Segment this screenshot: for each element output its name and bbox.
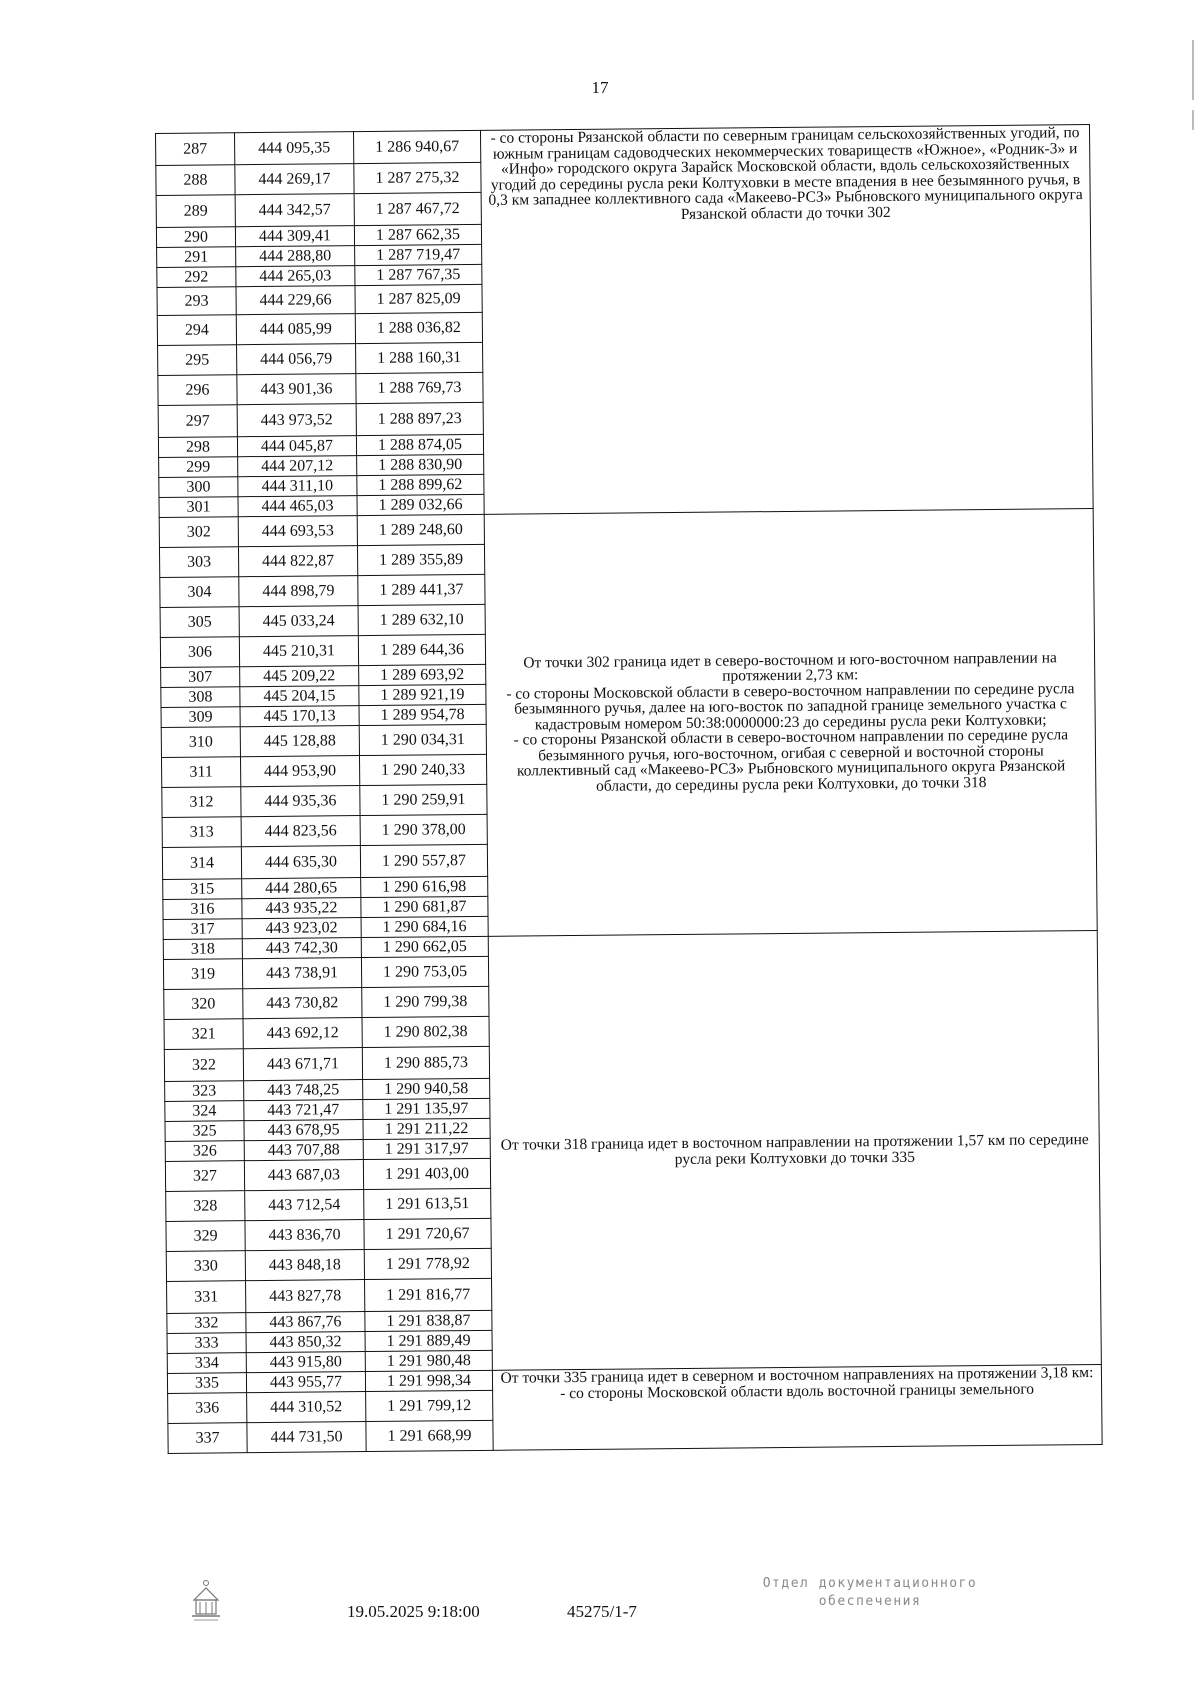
page-number: 17	[591, 78, 609, 97]
point-number: 295	[158, 345, 237, 376]
y-coordinate: 1 291 778,92	[364, 1248, 491, 1279]
point-number: 310	[161, 727, 240, 758]
point-number: 293	[157, 287, 236, 316]
point-number: 289	[156, 195, 235, 228]
x-coordinate: 443 867,76	[246, 1312, 365, 1333]
y-coordinate: 1 291 816,77	[365, 1278, 492, 1311]
x-coordinate: 444 342,57	[235, 194, 354, 227]
point-number: 323	[165, 1081, 244, 1102]
point-number: 299	[159, 457, 238, 478]
x-coordinate: 443 915,80	[246, 1352, 365, 1373]
x-coordinate: 443 973,52	[237, 404, 356, 437]
point-number: 325	[165, 1121, 244, 1142]
y-coordinate: 1 291 720,67	[364, 1218, 491, 1249]
point-number: 301	[159, 497, 238, 518]
point-number: 291	[157, 247, 236, 268]
y-coordinate: 1 290 885,73	[362, 1046, 489, 1079]
y-coordinate: 1 286 940,67	[353, 130, 480, 163]
x-coordinate: 445 210,31	[239, 636, 358, 667]
point-number: 333	[167, 1333, 246, 1354]
y-coordinate: 1 289 032,66	[357, 494, 484, 515]
x-coordinate: 444 822,87	[238, 546, 357, 577]
y-coordinate: 1 288 036,82	[355, 312, 482, 343]
x-coordinate: 443 827,78	[246, 1280, 365, 1313]
point-number: 326	[165, 1141, 244, 1162]
table-row	[156, 125, 1090, 166]
y-coordinate: 1 287 662,35	[354, 224, 481, 245]
y-coordinate: 1 288 769,73	[356, 372, 483, 403]
y-coordinate: 1 290 034,31	[359, 724, 486, 755]
y-coordinate: 1 289 921,19	[359, 684, 486, 705]
x-coordinate: 443 748,25	[244, 1080, 363, 1101]
x-coordinate: 444 953,90	[240, 756, 359, 787]
x-coordinate: 443 692,12	[243, 1018, 362, 1049]
y-coordinate: 1 291 211,22	[363, 1118, 490, 1139]
point-number: 327	[165, 1161, 244, 1192]
y-coordinate: 1 287 825,09	[355, 284, 482, 313]
point-number: 312	[162, 787, 241, 818]
x-coordinate: 443 850,32	[246, 1332, 365, 1353]
boundary-description: От точки 302 граница идет в северо-восточном и юго-восточном направлении на протяжении 2,73 км: - со стороны Московской области в северо-восточном направлении по середине русла безымянного ручья, далее на юго-восток по западной границе земельного участка с кадастровым номером 50:38:0000000:23 до середины русла реки Колтуховки; - со стороны Рязанской области в северо-восточном направлении по середине русла безымянного ручья, юго-восточном, огибая с северной и восточной стороны коллективный сад «Макеево-РСЗ» Рыбновского муниципального округа Рязанской области, до середины русла реки Колтуховки, до точки 318	[484, 509, 1097, 937]
y-coordinate: 1 290 684,16	[361, 916, 488, 937]
x-coordinate: 444 635,30	[241, 846, 360, 879]
point-number: 314	[162, 847, 241, 880]
y-coordinate: 1 290 940,58	[363, 1078, 490, 1099]
y-coordinate: 1 287 467,72	[354, 192, 481, 225]
point-number: 334	[167, 1353, 246, 1374]
x-coordinate: 445 204,15	[240, 686, 359, 707]
y-coordinate: 1 290 378,00	[360, 814, 487, 845]
y-coordinate: 1 291 980,48	[365, 1350, 492, 1371]
point-number: 336	[168, 1393, 247, 1424]
footer-datetime: 19.05.2025 9:18:00	[347, 1602, 480, 1621]
y-coordinate: 1 289 248,60	[357, 514, 484, 545]
department-stamp	[720, 1575, 1020, 1611]
point-number: 320	[164, 989, 243, 1020]
point-number: 328	[166, 1191, 245, 1222]
y-coordinate: 1 291 403,00	[363, 1158, 490, 1189]
y-coordinate: 1 289 954,78	[359, 704, 486, 725]
point-number: 313	[162, 817, 241, 848]
x-coordinate: 444 265,03	[236, 266, 355, 287]
x-coordinate: 443 923,02	[242, 918, 361, 939]
y-coordinate: 1 288 897,23	[356, 402, 483, 435]
x-coordinate: 444 288,80	[236, 246, 355, 267]
y-coordinate: 1 290 802,38	[362, 1016, 489, 1047]
y-coordinate: 1 290 799,38	[362, 986, 489, 1017]
point-number: 329	[166, 1221, 245, 1252]
x-coordinate: 443 901,36	[237, 374, 356, 405]
x-coordinate: 445 209,22	[240, 666, 359, 687]
x-coordinate: 444 095,35	[235, 132, 354, 165]
y-coordinate: 1 287 719,47	[355, 244, 482, 265]
y-coordinate: 1 289 355,89	[357, 544, 484, 575]
x-coordinate: 443 955,77	[246, 1372, 365, 1393]
x-coordinate: 443 738,91	[242, 958, 361, 989]
x-coordinate: 444 823,56	[241, 816, 360, 847]
point-number: 287	[156, 133, 235, 166]
y-coordinate: 1 288 899,62	[357, 474, 484, 495]
x-coordinate: 444 310,52	[247, 1392, 366, 1423]
stamp-line-1: Отдел документационного	[762, 1576, 978, 1591]
point-number: 292	[157, 267, 236, 288]
y-coordinate: 1 290 681,87	[361, 896, 488, 917]
y-coordinate: 1 291 998,34	[365, 1370, 492, 1391]
point-number: 318	[163, 939, 242, 960]
point-number: 300	[159, 477, 238, 498]
point-number: 290	[156, 227, 235, 248]
x-coordinate: 444 229,66	[236, 286, 355, 315]
stamp-line-2: обеспечения	[818, 1594, 922, 1609]
x-coordinate: 443 742,30	[242, 938, 361, 959]
y-coordinate: 1 291 613,51	[364, 1188, 491, 1219]
x-coordinate: 445 033,24	[239, 606, 358, 637]
x-coordinate: 444 207,12	[238, 456, 357, 477]
x-coordinate: 443 707,88	[244, 1140, 363, 1161]
y-coordinate: 1 291 135,97	[363, 1098, 490, 1119]
x-coordinate: 443 935,22	[242, 898, 361, 919]
y-coordinate: 1 291 799,12	[366, 1390, 493, 1421]
point-number: 288	[156, 165, 235, 196]
point-number: 296	[158, 375, 237, 406]
y-coordinate: 1 288 874,05	[356, 434, 483, 455]
y-coordinate: 1 287 767,35	[355, 264, 482, 285]
x-coordinate: 443 687,03	[244, 1160, 363, 1191]
x-coordinate: 444 898,79	[239, 576, 358, 607]
x-coordinate: 443 836,70	[245, 1220, 364, 1251]
point-number: 337	[168, 1423, 247, 1454]
point-number: 319	[163, 959, 242, 990]
x-coordinate: 444 085,99	[236, 314, 355, 345]
x-coordinate: 443 712,54	[245, 1190, 364, 1221]
point-number: 302	[159, 517, 238, 548]
point-number: 304	[160, 577, 239, 608]
point-number: 294	[157, 315, 236, 346]
x-coordinate: 443 730,82	[243, 988, 362, 1019]
point-number: 311	[161, 757, 240, 788]
y-coordinate: 1 290 240,33	[359, 754, 486, 785]
point-number: 330	[166, 1251, 245, 1282]
point-number: 305	[160, 607, 239, 638]
y-coordinate: 1 290 662,05	[361, 936, 488, 957]
point-number: 308	[161, 687, 240, 708]
emblem-logo-icon	[188, 1578, 224, 1624]
y-coordinate: 1 291 668,99	[366, 1420, 493, 1451]
point-number: 322	[164, 1049, 243, 1082]
footer-document-code: 45275/1-7	[567, 1602, 637, 1621]
margin-mark	[1192, 40, 1194, 100]
point-number: 324	[165, 1101, 244, 1122]
boundary-coordinates-table	[155, 124, 1103, 1454]
x-coordinate: 445 128,88	[240, 726, 359, 757]
x-coordinate: 445 170,13	[240, 706, 359, 727]
x-coordinate: 443 848,18	[245, 1250, 364, 1281]
x-coordinate: 443 721,47	[244, 1100, 363, 1121]
y-coordinate: 1 291 317,97	[363, 1138, 490, 1159]
boundary-description: - со стороны Рязанской области по северным границам сельскохозяйственных угодий, по южным границам садоводческих некоммерческих товариществ «Южное», «Родник-3» и «Инфо» городского округа Зарайск Московской области, вдоль сельскохозяйственных угодий до середины русла реки Колтуховки в месте впадения в нее безымянного ручья, в 0,3 км западнее коллективного сада «Макеево-РСЗ» Рыбновского муниципального округа Рязанской области до точки 302	[480, 125, 1093, 515]
y-coordinate: 1 290 259,91	[360, 784, 487, 815]
x-coordinate: 444 311,10	[238, 476, 357, 497]
y-coordinate: 1 287 275,32	[354, 162, 481, 193]
y-coordinate: 1 289 693,92	[359, 664, 486, 685]
y-coordinate: 1 289 441,37	[358, 574, 485, 605]
point-number: 307	[161, 667, 240, 688]
point-number: 331	[167, 1281, 246, 1314]
x-coordinate: 444 465,03	[238, 496, 357, 517]
x-coordinate: 444 309,41	[235, 226, 354, 247]
point-number: 335	[167, 1373, 246, 1394]
y-coordinate: 1 290 557,87	[360, 844, 487, 877]
boundary-description: От точки 318 граница идет в восточном направлении на протяжении 1,57 км по середине русла реки Колтуховки до точки 335	[488, 930, 1101, 1370]
x-coordinate: 444 935,36	[241, 786, 360, 817]
point-number: 309	[161, 707, 240, 728]
y-coordinate: 1 290 753,05	[361, 956, 488, 987]
x-coordinate: 443 671,71	[243, 1048, 362, 1081]
y-coordinate: 1 290 616,98	[361, 876, 488, 897]
y-coordinate: 1 291 838,87	[365, 1310, 492, 1331]
point-number: 316	[163, 899, 242, 920]
x-coordinate: 444 056,79	[237, 344, 356, 375]
x-coordinate: 444 280,65	[242, 878, 361, 899]
x-coordinate: 444 269,17	[235, 164, 354, 195]
point-number: 306	[160, 637, 239, 668]
point-number: 303	[159, 547, 238, 578]
y-coordinate: 1 288 830,90	[357, 454, 484, 475]
point-number: 315	[163, 879, 242, 900]
point-number: 332	[167, 1313, 246, 1334]
point-number: 298	[158, 437, 237, 458]
boundary-description: От точки 335 граница идет в северном и восточном направлениях на протяжении 3,18 км: - со стороны Московской области вдоль восточной границы земельного	[492, 1364, 1102, 1450]
point-number: 317	[163, 919, 242, 940]
margin-mark	[1192, 110, 1194, 130]
x-coordinate: 443 678,95	[244, 1120, 363, 1141]
y-coordinate: 1 289 644,36	[358, 634, 485, 665]
x-coordinate: 444 045,87	[237, 436, 356, 457]
x-coordinate: 444 693,53	[238, 516, 357, 547]
y-coordinate: 1 291 889,49	[365, 1330, 492, 1351]
point-number: 321	[164, 1019, 243, 1050]
point-number: 297	[158, 405, 237, 438]
y-coordinate: 1 289 632,10	[358, 604, 485, 635]
y-coordinate: 1 288 160,31	[356, 342, 483, 373]
x-coordinate: 444 731,50	[247, 1422, 366, 1453]
